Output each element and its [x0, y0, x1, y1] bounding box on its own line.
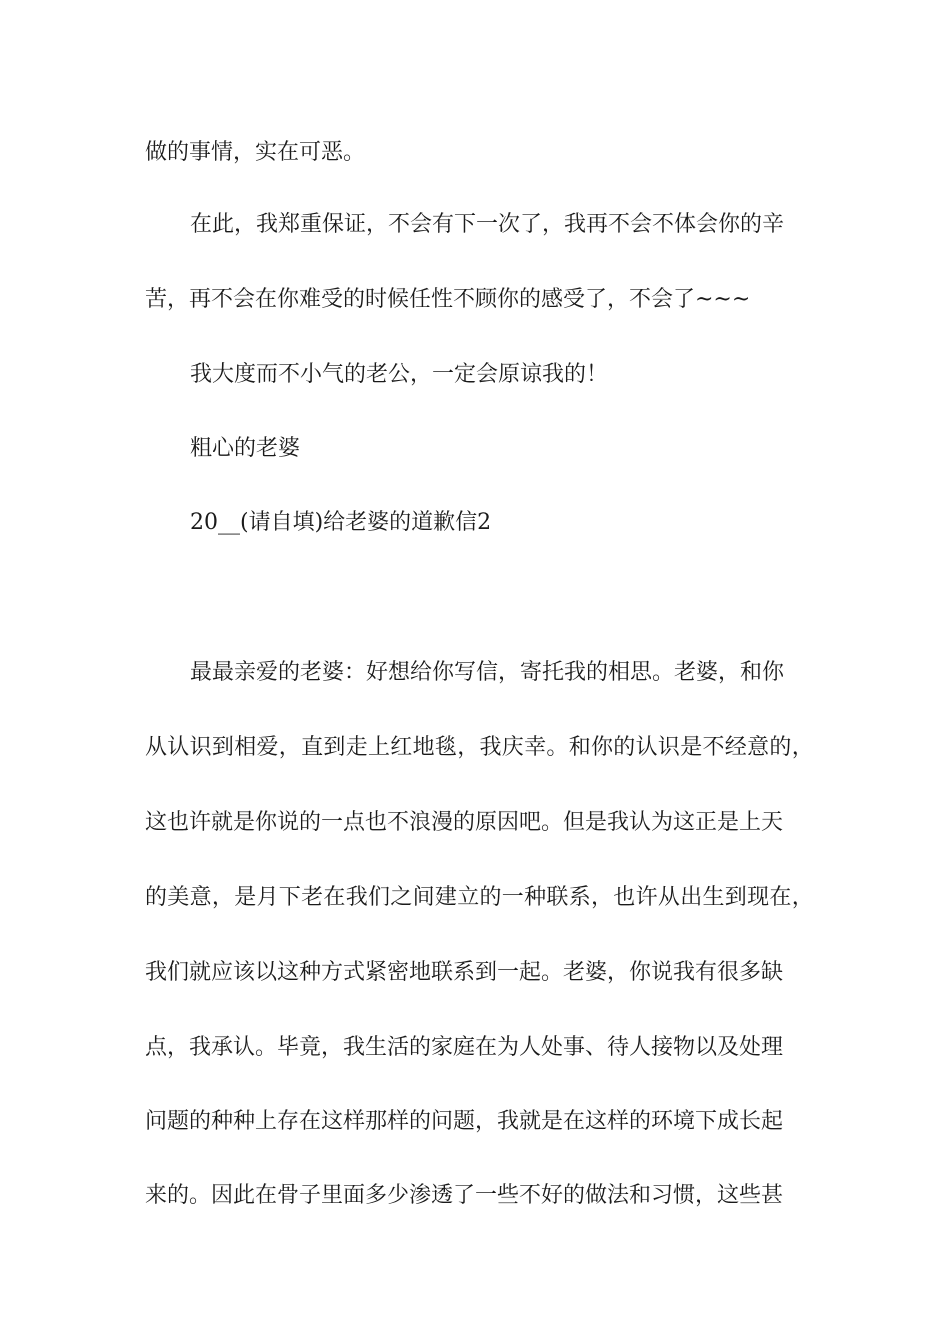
section-heading: 20__(请自填)给老婆的道歉信2 — [190, 510, 492, 535]
text-line: 我大度而不小气的老公，一定会原谅我的！ — [190, 362, 609, 387]
text-line: 苦，再不会在你难受的时候任性不顾你的感受了，不会了~~~ — [145, 287, 751, 312]
text-line: 最最亲爱的老婆：好想给你写信，寄托我的相思。老婆，和你 — [190, 660, 785, 685]
text-line: 做的事情，实在可恶。 — [145, 140, 366, 165]
text-line: 我们就应该以这种方式紧密地联系到一起。老婆，你说我有很多缺 — [145, 960, 784, 985]
text-line: 点，我承认。毕竟，我生活的家庭在为人处事、待人接物以及处理 — [145, 1035, 784, 1060]
text-line: 从认识到相爱，直到走上红地毯，我庆幸。和你的认识是不经意的， — [145, 735, 815, 760]
text-line: 这也许就是你说的一点也不浪漫的原因吧。但是我认为这正是上天 — [145, 810, 784, 835]
text-line: 来的。因此在骨子里面多少渗透了一些不好的做法和习惯，这些甚 — [145, 1183, 784, 1208]
signature-line: 粗心的老婆 — [190, 436, 301, 461]
text-line: 在此，我郑重保证，不会有下一次了，我再不会不体会你的辛 — [190, 212, 785, 237]
text-line: 的美意，是月下老在我们之间建立的一种联系，也许从出生到现在， — [145, 885, 815, 910]
text-line: 问题的种种上存在这样那样的问题，我就是在这样的环境下成长起 — [145, 1109, 784, 1134]
